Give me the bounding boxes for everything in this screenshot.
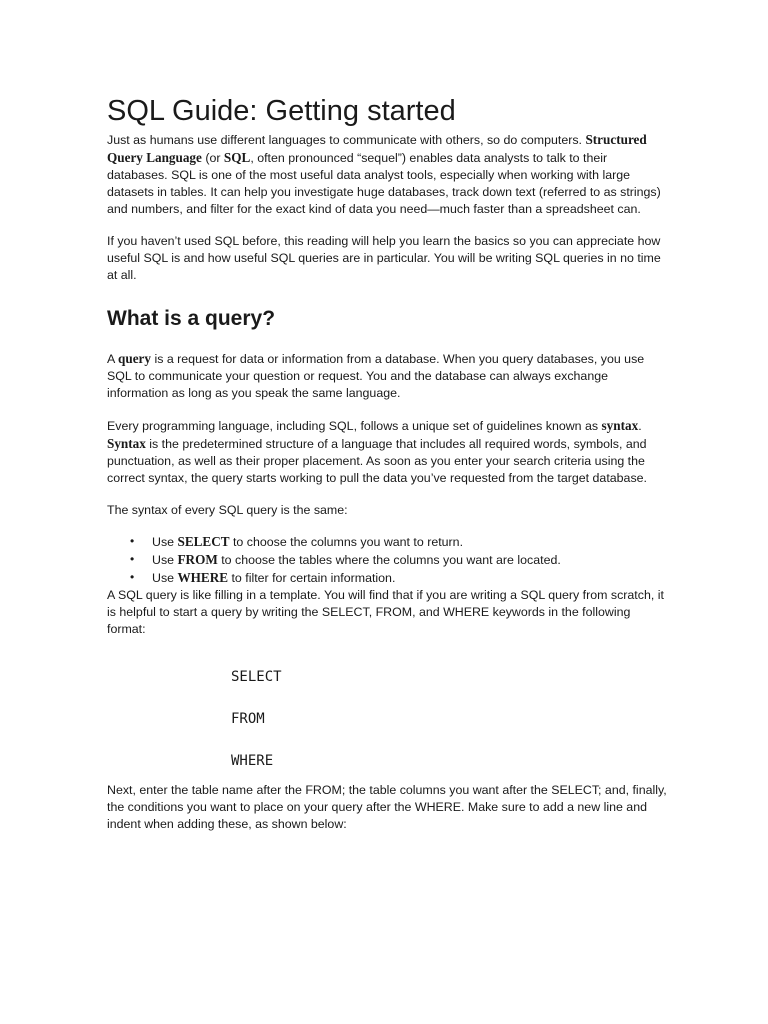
syntax-text-1: Every programming language, including SQL, follows a unique set of guidelines known as <box>107 419 602 433</box>
bullet-text: Use <box>152 553 178 567</box>
section-heading-what-is-a-query: What is a query? <box>107 307 276 330</box>
code-line-select: SELECT <box>231 669 282 685</box>
intro-term-sql: SQL <box>223 150 251 165</box>
intro-paragraph <box>107 131 667 218</box>
sql-code-block <box>231 668 667 782</box>
template-paragraph: A SQL query is like filling in a template. You will find that if you are writing a SQL query from scratch, it is helpful to start a query by writing the SELECT, FROM, and WHERE keywords in the following format: <box>107 588 664 636</box>
bullet-text: Use <box>152 571 178 585</box>
keyword-from: FROM <box>177 552 218 567</box>
intro-term-structured-query-language: Structured Query Language <box>107 132 647 165</box>
query-term: query <box>118 351 151 366</box>
intro-paragraph-2: If you haven’t used SQL before, this reading will help you learn the basics so you can appreciate how useful SQL is and how useful SQL queries are in particular. You will be writing SQL queries in no time at all. <box>107 234 661 282</box>
syntax-text-2: . <box>638 419 642 433</box>
query-text-1: A <box>107 352 119 366</box>
syntax-text-3: is the predetermined structure of a language that includes all required words, symbols, and punctuation, as well as their proper placement. As soon as you enter your search criteria using the correct syntax, the query starts working to pull the data you’ve requested from the target database. <box>107 437 647 485</box>
syntax-bullet-list <box>107 533 667 587</box>
syntax-term-1: syntax <box>601 418 639 433</box>
intro-text-2: (or <box>201 151 224 165</box>
intro-text-1: Just as humans use different languages to communicate with others, so do computers. <box>107 133 586 147</box>
syntax-intro: The syntax of every SQL query is the same: <box>107 503 348 517</box>
bullet-from <box>152 551 667 569</box>
bullet-where <box>152 569 667 587</box>
next-paragraph: Next, enter the table name after the FROM; the table columns you want after the SELECT; and, finally, the conditions you want to place on your query after the WHERE. Make sure to add a new line and indent when adding these, as shown below: <box>107 783 667 831</box>
query-paragraph <box>107 350 667 402</box>
query-text-2: is a request for data or information from a database. When you query databases, you use SQL to communicate your question or request. You and the database can always exchange information as long as you speak the same language. <box>107 352 645 400</box>
keyword-select: SELECT <box>177 534 230 549</box>
bullet-text: Use <box>152 535 178 549</box>
code-line-from: FROM <box>231 711 265 727</box>
syntax-term-2: Syntax <box>107 436 146 451</box>
bullet-select <box>152 533 667 551</box>
bullet-text: to choose the tables where the columns you want are located. <box>217 553 561 567</box>
bullet-text: to filter for certain information. <box>228 571 396 585</box>
code-line-where: WHERE <box>231 753 274 769</box>
document-page <box>107 94 667 848</box>
bullet-text: to choose the columns you want to return. <box>229 535 464 549</box>
keyword-where: WHERE <box>177 570 229 585</box>
intro-text-3: , often pronounced “sequel”) enables data analysts to talk to their databases. SQL is one of the most useful data analyst tools, especially when working with large datasets in tables. It can help you investigate huge databases, track down text (referred to as strings) and numbers, and filter for the exact kind of data you need—much faster than a spreadsheet can. <box>107 151 661 216</box>
page-title: SQL Guide: Getting started <box>107 95 456 127</box>
syntax-paragraph <box>107 417 667 487</box>
